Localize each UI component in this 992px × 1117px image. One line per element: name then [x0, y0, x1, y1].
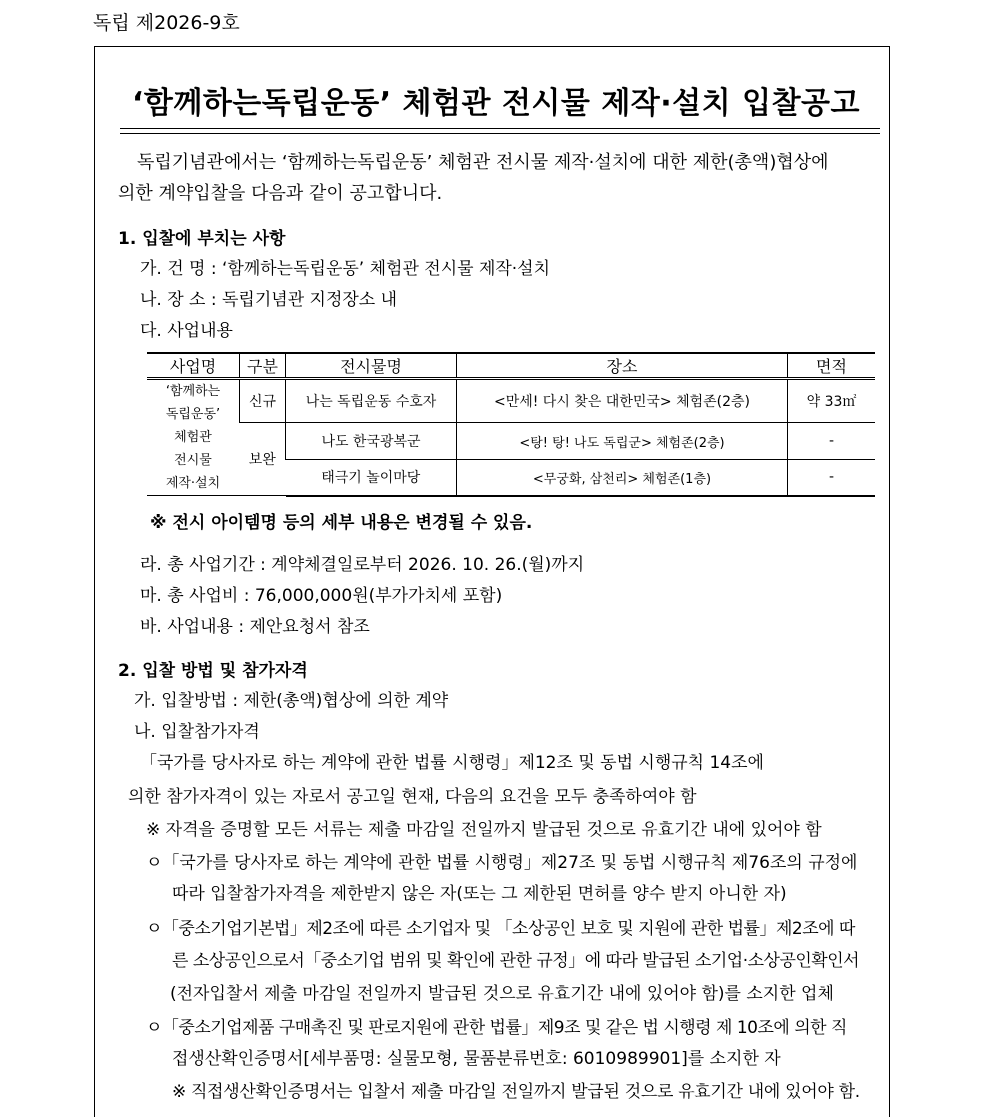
business-table	[147, 352, 875, 497]
table-note: ※ 전시 아이템명 등의 세부 내용은 변경될 수 있음.	[150, 513, 533, 533]
project-name-line: ‘함께하는	[165, 384, 221, 399]
certificate-note: ※ 직접생산확인증명서는 입찰서 제출 마감일 전일까지 발급된 것으로 유효기간 내에 있어야 함.	[172, 1082, 860, 1102]
project-name-line: 체험관	[174, 430, 212, 445]
bullet-1-line-2: 따라 입찰참가자격을 제한받지 않은 자(또는 그 제한된 면허를 양수 받지 아니한 자)	[172, 884, 787, 904]
exhibit-area: 약 33㎡	[788, 379, 876, 423]
section2-heading: 2. 입찰 방법 및 참가자격	[118, 661, 308, 681]
exhibit-place: <무궁화, 삼천리> 체험존(1층)	[457, 460, 788, 496]
intro-line-1: 독립기념관에서는 ‘함께하는독립운동’ 체험관 전시물 제작·설치에 대한 제한(총액)협상에	[137, 152, 829, 173]
project-name-line: 제작·설치	[165, 476, 221, 491]
exhibit-place: <탕! 탕! 나도 독립군> 체험존(2층)	[457, 423, 788, 460]
col-header-area: 면적	[788, 353, 876, 379]
section1-item-ga: 가. 건 명 : ‘함께하는독립운동’ 체험관 전시물 제작·설치	[140, 259, 551, 279]
exhibit-name: 나도 한국광복군	[286, 423, 457, 460]
bullet-2-line-3: (전자입찰서 제출 마감일 전일까지 발급된 것으로 유효기간 내에 있어야 함)를 소지한 업체	[170, 984, 834, 1004]
project-name-line: 독립운동’	[165, 407, 221, 422]
section1-heading: 1. 입찰에 부치는 사항	[118, 229, 286, 249]
exhibit-name: 태극기 놀이마당	[286, 460, 457, 496]
bullet-2-line-1: ㅇ「중소기업기본법」제2조에 따른 소기업자 및 「소상공인 보호 및 지원에 관한 법률」제2조에 따	[146, 919, 855, 939]
col-header-project: 사업명	[147, 353, 240, 379]
type-new: 신규	[240, 379, 286, 423]
exhibit-name: 나는 독립운동 수호자	[286, 379, 457, 423]
bullet-1-line-1: ㅇ「국가를 당사자로 하는 계약에 관한 법률 시행령」제27조 및 동법 시행규칙 제76조의 규정에	[146, 853, 858, 873]
project-name-cell	[147, 379, 240, 496]
bullet-2-line-2: 른 소상공인으로서「중소기업 범위 및 확인에 관한 규정」에 따라 발급된 소기업·소상공인확인서	[172, 951, 860, 971]
law-line-1: 「국가를 당사자로 하는 계약에 관한 법률 시행령」제12조 및 동법 시행규칙 14조에	[140, 753, 764, 773]
section1-item-ba: 바. 사업내용 : 제안요청서 참조	[140, 617, 370, 637]
col-header-place: 장소	[457, 353, 788, 379]
exhibit-area: -	[788, 460, 876, 496]
exhibit-place: <만세! 다시 찾은 대한민국> 체험존(2층)	[457, 379, 788, 423]
section2-item-ga: 가. 입찰방법 : 제한(총액)협상에 의한 계약	[134, 691, 449, 711]
document-number: 독립 제2026-9호	[93, 12, 240, 34]
law-line-2: 의한 참가자격이 있는 자로서 공고일 현재, 다음의 요건을 모두 충족하여야 함	[128, 787, 697, 807]
documents-note: ※ 자격을 증명할 모든 서류는 제출 마감일 전일까지 발급된 것으로 유효기간 내에 있어야 함	[146, 820, 822, 840]
type-repair: 보완	[240, 423, 286, 496]
intro-line-2: 의한 계약입찰을 다음과 같이 공고합니다.	[118, 183, 443, 204]
section1-item-ra: 라. 총 사업기간 : 계약체결일로부터 2026. 10. 26.(월)까지	[140, 555, 585, 575]
bullet-3-line-2: 접생산확인증명서[세부품명: 실물모형, 물품분류번호: 6010989901]를 소지한 자	[172, 1049, 781, 1069]
section1-item-ma: 마. 총 사업비 : 76,000,000원(부가가치세 포함)	[140, 586, 503, 606]
section1-item-na: 나. 장 소 : 독립기념관 지정장소 내	[140, 290, 398, 310]
bullet-3-line-1: ㅇ「중소기업제품 구매촉진 및 판로지원에 관한 법률」제9조 및 같은 법 시행령 제 10조에 의한 직	[146, 1018, 847, 1038]
col-header-exhibit: 전시물명	[286, 353, 457, 379]
exhibit-area: -	[788, 423, 876, 460]
page-title: ‘함께하는독립운동’ 체험관 전시물 제작·설치 입찰공고	[131, 86, 861, 121]
section1-item-da: 다. 사업내용	[140, 321, 233, 341]
project-name-line: 전시물	[174, 453, 212, 468]
col-header-type: 구분	[240, 353, 286, 379]
title-divider	[120, 128, 880, 134]
section2-item-na: 나. 입찰참가자격	[134, 722, 260, 742]
